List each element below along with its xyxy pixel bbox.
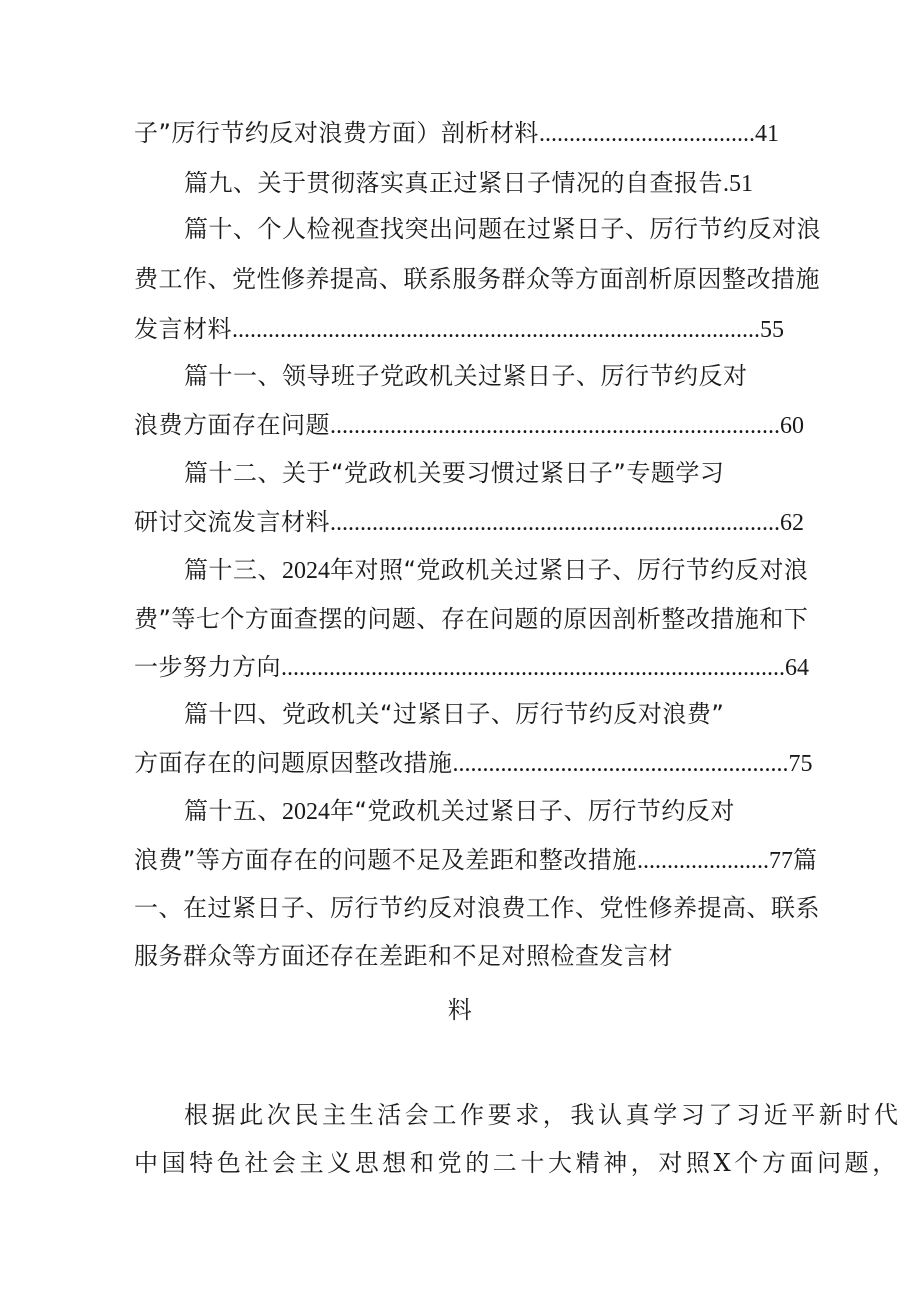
toc-entry-continuation[interactable] <box>134 410 804 441</box>
toc-entry-title: 篇十五、 <box>184 797 282 825</box>
toc-entry[interactable] <box>184 699 724 729</box>
toc-entry-title: 研讨交流发言材料 <box>134 508 330 536</box>
toc-entry-continuation[interactable] <box>134 748 813 779</box>
paragraph-line: 中国特色社会主义思想和党的二十大精神，对照X个方面问题， <box>134 1149 900 1177</box>
toc-entry[interactable] <box>184 458 724 488</box>
toc-entry-title: 浪费方面存在问题 <box>134 411 330 439</box>
toc-entry-continuation[interactable] <box>134 507 804 538</box>
toc-leader-dots: .................................... <box>538 121 755 147</box>
toc-page-number: 62 <box>780 510 804 536</box>
toc-leader-dots: ........................................................................... <box>330 510 780 536</box>
toc-page-number: 60 <box>780 413 804 439</box>
toc-entry-continuation[interactable] <box>134 845 817 876</box>
toc-entry-title: 子”厉行节约反对浪费方面）剖析材料 <box>134 119 539 147</box>
toc-entry[interactable] <box>184 168 753 199</box>
article-title-line: 一、在过紧日子、厉行节约反对浪费工作、党性修养提高、联系 <box>134 894 820 922</box>
toc-entry-title: 篇 <box>792 846 818 874</box>
toc-page-number: 41 <box>754 121 779 147</box>
toc-entry-year: 2024 <box>282 799 330 825</box>
toc-entry-year: 2024 <box>282 558 330 584</box>
toc-leader-dots: ...................... <box>636 848 769 874</box>
toc-entry-title: 方面存在的问题原因整改措施 <box>134 749 453 777</box>
body-paragraph <box>184 1100 902 1130</box>
toc-leader-dots: ........................................................ <box>452 751 789 777</box>
toc-page-number: 77 <box>768 848 793 874</box>
body-paragraph <box>134 1148 900 1178</box>
toc-entry-continuation <box>134 264 820 294</box>
toc-entry-title: 篇十三、 <box>184 556 282 584</box>
toc-entry[interactable] <box>184 214 821 244</box>
toc-entry-continuation[interactable] <box>134 314 784 345</box>
toc-entry-continuation <box>134 604 808 634</box>
toc-page-number: 55 <box>760 317 784 343</box>
article-title <box>134 941 673 971</box>
toc-page-number: .51 <box>723 171 753 197</box>
toc-entry-title: 篇十四、党政机关“过紧日子、厉行节约反对浪费” <box>184 700 725 728</box>
toc-entry-title: 篇十一、领导班子党政机关过紧日子、厉行节约反对 <box>184 362 748 390</box>
toc-leader-dots: .................................................................................... <box>281 655 785 681</box>
toc-entry[interactable] <box>184 796 735 827</box>
toc-entry-title: 年对照“党政机关过紧日子、厉行节约反对浪 <box>330 556 809 584</box>
toc-page-number: 64 <box>785 655 809 681</box>
article-title <box>134 893 820 923</box>
article-title-line: 料 <box>447 996 473 1024</box>
toc-leader-dots: ........................................................................................ <box>232 317 760 343</box>
toc-entry-title: 发言材料 <box>134 315 232 343</box>
toc-entry[interactable] <box>134 118 779 149</box>
toc-entry-title: 一步努力方向 <box>134 653 281 681</box>
toc-entry-title: 篇十二、关于“党政机关要习惯过紧日子”专题学习 <box>184 459 725 487</box>
toc-entry[interactable] <box>184 555 808 586</box>
toc-entry-title: 费”等七个方面查摆的问题、存在问题的原因剖析整改措施和下 <box>134 605 809 633</box>
toc-entry-title: 篇九、关于贯彻落实真正过紧日子情况的自查报告 <box>184 169 723 197</box>
toc-entry[interactable] <box>184 361 748 391</box>
article-title <box>0 995 920 1025</box>
toc-leader-dots: ........................................................................... <box>330 413 780 439</box>
toc-entry-title: 篇十、个人检视查找突出问题在过紧日子、厉行节约反对浪 <box>184 215 821 243</box>
toc-entry-title: 浪费”等方面存在的问题不足及差距和整改措施 <box>134 846 637 874</box>
article-title-line: 服务群众等方面还存在差距和不足对照检查发言材 <box>134 942 673 970</box>
toc-entry-continuation[interactable] <box>134 652 809 683</box>
paragraph-line: 根据此次民主生活会工作要求，我认真学习了习近平新时代 <box>184 1101 902 1129</box>
toc-page-number: 75 <box>788 751 813 777</box>
toc-entry-title: 年“党政机关过紧日子、厉行节约反对 <box>330 797 735 825</box>
toc-entry-title: 费工作、党性修养提高、联系服务群众等方面剖析原因整改措施 <box>134 265 820 293</box>
